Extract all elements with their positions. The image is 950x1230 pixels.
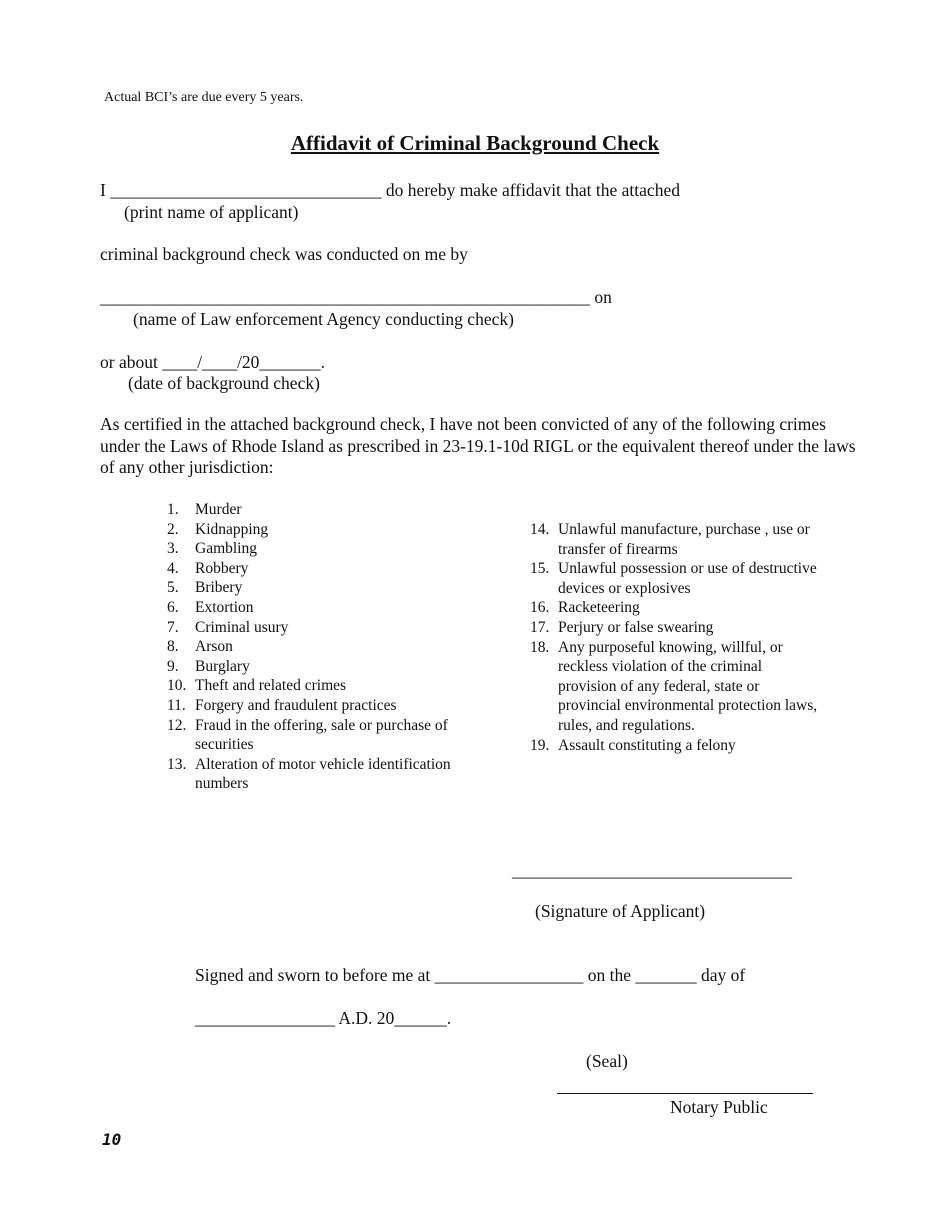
crime-text: Unlawful possession or use of destructive devices or explosives — [558, 560, 817, 597]
crime-number: 13. — [167, 755, 187, 773]
crime-item — [530, 618, 820, 638]
crime-number: 2. — [167, 520, 179, 538]
crime-number: 1. — [167, 501, 179, 518]
crime-text: Kidnapping — [195, 520, 269, 538]
agency-name-caption: (name of Law enforcement Agency conducting check) — [133, 309, 514, 329]
crime-item — [167, 657, 457, 677]
crime-number: 14. — [530, 521, 550, 538]
signature-line: ________________________________ — [512, 860, 792, 880]
crime-item — [167, 716, 457, 755]
crimes-list-left — [167, 500, 457, 794]
crime-number: 11. — [167, 696, 186, 714]
crime-text: Any purposeful knowing, willful, or reckless violation of the criminal provision of any federal, state or provincial environmental protection laws, rules, and regulations. — [558, 638, 818, 734]
crime-number: 8. — [167, 638, 179, 656]
crime-item — [167, 676, 457, 696]
crime-number: 7. — [167, 618, 179, 636]
sworn-statement-line: Signed and sworn to before me at _________________ on the _______ day of — [195, 965, 746, 985]
crime-number: 10. — [167, 677, 187, 695]
crime-text: Racketeering — [558, 599, 640, 617]
page-title: Affidavit of Criminal Background Check — [290, 131, 660, 155]
signature-caption: (Signature of Applicant) — [535, 901, 706, 921]
ad-year-line: ________________ A.D. 20______. — [195, 1008, 452, 1028]
crime-text: Assault constituting a felony — [558, 736, 736, 754]
date-line: or about ____/____/20_______. — [100, 352, 326, 372]
crime-item — [167, 696, 457, 716]
crime-text: Theft and related crimes — [195, 677, 347, 695]
crime-item — [530, 638, 820, 736]
notary-signature-rule — [557, 1093, 813, 1094]
crime-text: Robbery — [195, 559, 249, 577]
crime-item — [167, 755, 457, 794]
crime-number: 6. — [167, 598, 179, 616]
notary-label: Notary Public — [670, 1097, 768, 1117]
crime-text: Extortion — [195, 598, 254, 616]
crime-text: Arson — [195, 638, 233, 656]
crime-text: Bribery — [195, 579, 243, 597]
crime-number: 9. — [167, 657, 179, 675]
applicant-name-caption: (print name of applicant) — [124, 202, 299, 222]
crime-text: Murder — [195, 501, 242, 518]
crime-text: Burglary — [195, 657, 250, 675]
crime-text: Gambling — [195, 540, 257, 558]
applicant-name-line: I _______________________________ do hereby make affidavit that the attached — [100, 180, 680, 200]
crime-text: Criminal usury — [195, 618, 289, 636]
crime-item — [167, 578, 457, 598]
crime-text: Forgery and fraudulent practices — [195, 696, 397, 714]
bci-note: Actual BCI’s are due every 5 years. — [104, 90, 304, 105]
page-number: 10 — [102, 1130, 122, 1149]
agency-name-line: ________________________________________________________ on — [100, 287, 612, 307]
conducted-by-line: criminal background check was conducted on me by — [100, 244, 468, 264]
crime-number: 12. — [167, 716, 187, 734]
crime-item — [167, 559, 457, 579]
crime-text: Alteration of motor vehicle identification numbers — [195, 755, 451, 793]
seal-label: (Seal) — [586, 1051, 628, 1071]
crime-text: Unlawful manufacture, purchase , use or transfer of firearms — [558, 521, 810, 558]
crime-number: 3. — [167, 540, 179, 558]
date-caption: (date of background check) — [128, 373, 320, 393]
crime-item — [530, 598, 820, 618]
crimes-list-right — [530, 520, 820, 755]
crime-number: 19. — [530, 736, 550, 754]
crime-text: Fraud in the offering, sale or purchase of securities — [195, 716, 448, 754]
crime-item — [530, 559, 820, 598]
crime-item — [167, 539, 457, 559]
crime-item — [167, 520, 457, 540]
certification-paragraph: As certified in the attached background check, I have not been convicted of any of the following crimes under the Laws of Rhode Island as prescribed in 23-19.1-10d RIGL or the equivalent thereof under the laws of any other jurisdiction: — [100, 414, 856, 477]
crime-item — [530, 736, 820, 756]
crime-item — [167, 500, 457, 520]
crime-item — [530, 520, 820, 559]
crime-item — [167, 637, 457, 657]
crime-number: 5. — [167, 579, 179, 597]
crime-number: 4. — [167, 559, 179, 577]
crime-number: 17. — [530, 618, 550, 636]
crime-number: 15. — [530, 560, 550, 578]
crime-number: 16. — [530, 599, 550, 617]
crime-text: Perjury or false swearing — [558, 618, 714, 636]
crime-item — [167, 618, 457, 638]
crime-number: 18. — [530, 638, 550, 656]
crime-item — [167, 598, 457, 618]
